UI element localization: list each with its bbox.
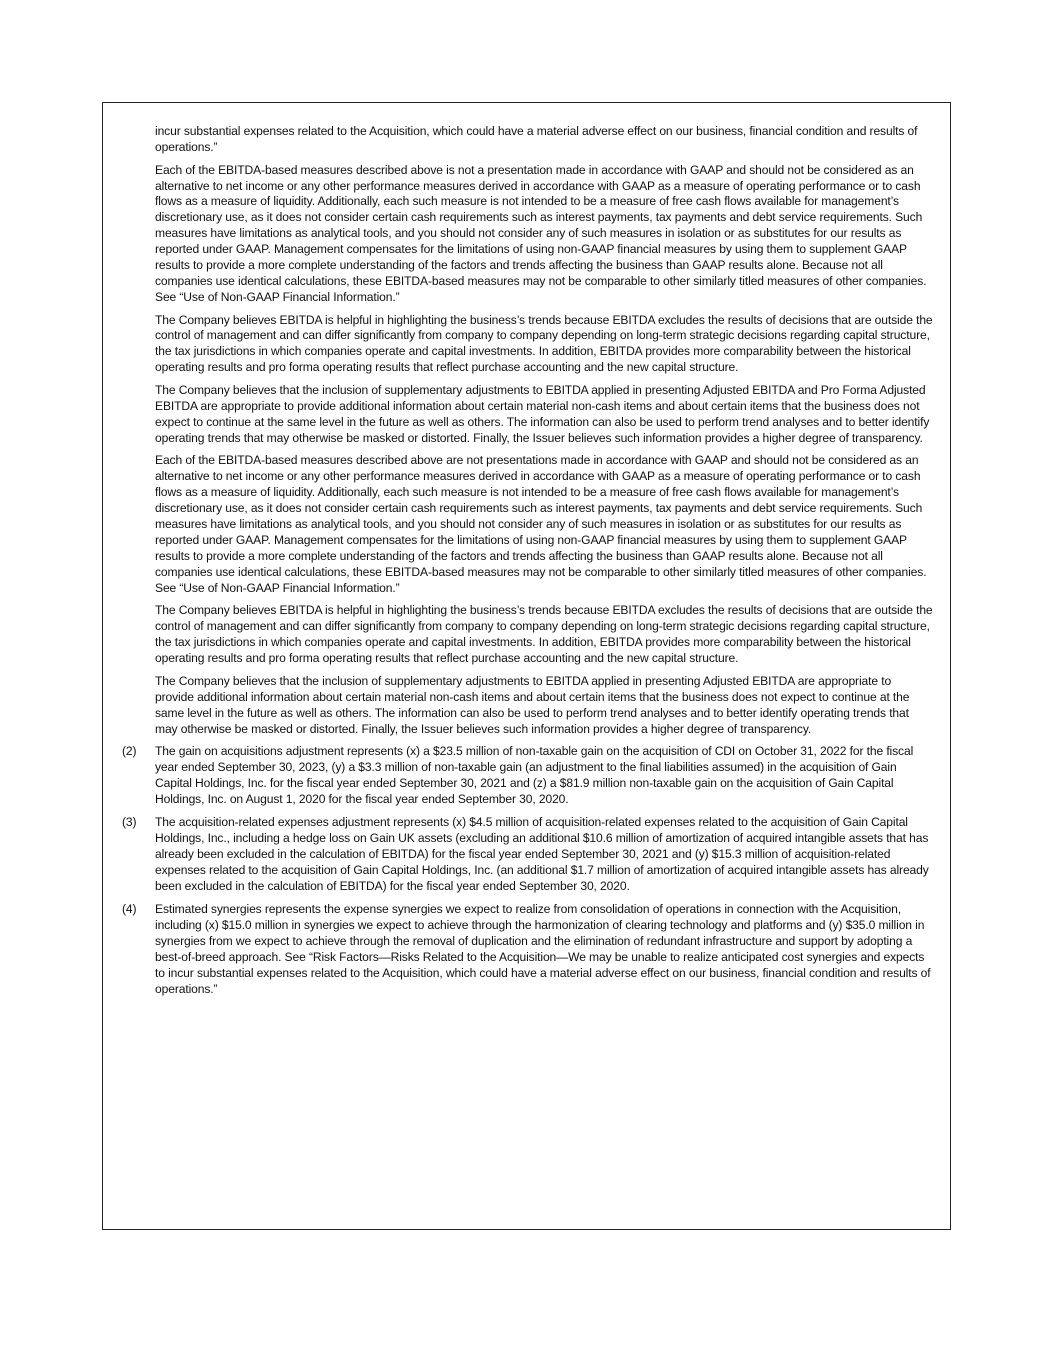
footnote-4 — [122, 902, 933, 997]
footnote-number: (3) — [122, 815, 137, 830]
footnote-number: (4) — [122, 902, 137, 917]
paragraph-supplementary-adjustments: The Company believes that the inclusion of supplementary adjustments to EBITDA applied in presenting Adjusted EBITDA and Pro Forma Adjusted EBITDA are appropriate to provide additional information about certain material non-cash items and about certain items that the business does not expect to continue at the same level in the future as well as others. The information can also be used to perform trend analyses and to better identify operating trends that may otherwise be masked or distorted. Finally, the Issuer believes such information provides a higher degree of transparency. — [155, 382, 930, 445]
footnote-3 — [122, 815, 933, 895]
footnote-text: Estimated synergies represents the expense synergies we expect to realize from consolidation of operations in connection with the Acquisition, including (x) $15.0 million in synergies we expect to achieve through the harmonization of clearing technology and platforms and (y) $35.0 million in synergies from we expect to achieve through the removal of duplication and the elimination of redundant infrastructure and support by adopting a best-of-breed approach. See “Risk Factors—Risks Related to the Acquisition—We may be unable to realize anticipated cost synergies and expects to incur substantial expenses related to the Acquisition, which could have a material adverse effect on our business, financial condition and results of operations.” — [155, 902, 931, 996]
paragraph-ebitda-helpful: The Company believes EBITDA is helpful in highlighting the business’s trends because EBITDA excludes the results of decisions that are outside the control of management and can differ significantly from company to company depending on long-term strategic decisions regarding capital structure, the tax jurisdictions in which companies operate and capital investments. In addition, EBITDA provides more comparability between the historical operating results and pro forma operating results that reflect purchase accounting and the new capital structure. — [155, 312, 933, 375]
paragraph-ebitda-helpful-repeat: The Company believes EBITDA is helpful in highlighting the business’s trends because EBITDA excludes the results of decisions that are outside the control of management and can differ significantly from company to company depending on long-term strategic decisions regarding capital structure, the tax jurisdictions in which companies operate and capital investments. In addition, EBITDA provides more comparability between the historical operating results and pro forma operating results that reflect purchase accounting and the new capital structure. — [155, 603, 933, 666]
paragraph-ebitda-measures-not-gaap: Each of the EBITDA-based measures described above is not a presentation made in accordance with GAAP and should not be considered as an alternative to net income or any other performance measures derived in accordance with GAAP as a measure of operating performance or to cash flows as a measure of liquidity. Additionally, each such measure is not intended to be a measure of free cash flows available for management’s discretionary use, as it does not consider certain cash requirements such as interest payments, tax payments and debt service requirements. Such measures have limitations as analytical tools, and you should not consider any of such measures in isolation or as substitutes for our results as reported under GAAP. Management compensates for the limitations of using non-GAAP financial measures by using them to supplement GAAP results to provide a more complete understanding of the factors and trends affecting the business than GAAP results alone. Because not all companies use identical calculations, these EBITDA-based measures may not be comparable to other similarly titled measures of other companies. See “Use of Non-GAAP Financial Information.” — [155, 162, 927, 304]
footnote-text: The gain on acquisitions adjustment represents (x) a $23.5 million of non-taxable gain on the acquisition of CDI on October 31, 2022 for the fiscal year ended September 30, 2023, (y) a $3.3 million of non-taxable gain (an adjustment to the final liabilities assumed) in the acquisition of Gain Capital Holdings, Inc. for the fiscal year ended September 30, 2021 and (z) a $81.9 million non-taxable gain on the acquisition of Gain Capital Holdings, Inc. on August 1, 2020 for the fiscal year ended September 30, 2020. — [155, 744, 914, 806]
document-body — [122, 124, 933, 1005]
paragraph-ebitda-measures-not-gaap-repeat: Each of the EBITDA-based measures described above are not presentations made in accordance with GAAP and should not be considered as an alternative to net income or any other performance measures derived in accordance with GAAP as a measure of operating performance or to cash flows as a measure of liquidity. Additionally, each such measure is not intended to be a measure of free cash flows available for management’s discretionary use, as it does not consider certain cash requirements such as interest payments, tax payments and debt service requirements. Such measures have limitations as analytical tools, and you should not consider any of such measures in isolation or as substitutes for our results as reported under GAAP. Management compensates for the limitations of using non-GAAP financial measures by using them to supplement GAAP results to provide a more complete understanding of the factors and trends affecting the business than GAAP results alone. Because not all companies use identical calculations, these EBITDA-based measures may not be comparable to other similarly titled measures of other companies. See “Use of Non-GAAP Financial Information.” — [155, 453, 927, 595]
paragraph-supplementary-adjustments-repeat: The Company believes that the inclusion of supplementary adjustments to EBITDA applied in presenting Adjusted EBITDA are appropriate to provide additional information about certain material non-cash items and about certain items that the business does not expect to continue at the same level in the future as well as others. The information can also be used to perform trend analyses and to better identify operating trends that may otherwise be masked or distorted. Finally, the Issuer believes such information provides a higher degree of transparency. — [155, 673, 910, 736]
footnote-number: (2) — [122, 744, 137, 759]
footnote-2 — [122, 744, 933, 808]
footnote-text: The acquisition-related expenses adjustment represents (x) $4.5 million of acquisition-related expenses related to the acquisition of Gain Capital Holdings, Inc., including a hedge loss on Gain UK assets (excluding an additional $10.6 million of amortization of acquired intangible assets that has already been excluded in the calculation of EBITDA) for the fiscal year ended September 30, 2021 and (y) $15.3 million of acquisition-related expenses related to the acquisition of Gain Capital Holdings, Inc. (an additional $1.7 million of amortization of acquired intangible assets has already been excluded in the calculation of EBITDA) for the fiscal year ended September 30, 2020. — [155, 815, 929, 893]
paragraph-acquisition-continuation: incur substantial expenses related to the Acquisition, which could have a material adverse effect on our business, financial condition and results of operations.” — [155, 124, 918, 154]
